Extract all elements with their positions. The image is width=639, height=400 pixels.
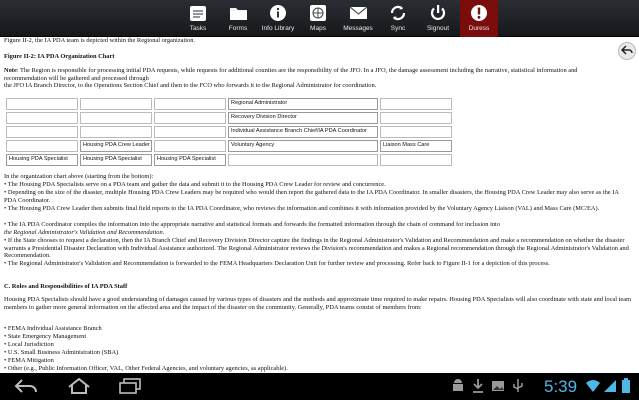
org-cell: Recovery Division Director xyxy=(228,112,378,124)
back-icon[interactable] xyxy=(14,378,40,399)
bullet-item: • The Regional Administrator's Validation and Recommendation is forwarded to the FEMA Headquarters Declaration Unit for further review and processing. Refer back to Figure II-1 for a depiction of this process. xyxy=(4,260,550,267)
org-cell-empty xyxy=(80,98,152,110)
globe-icon xyxy=(307,3,329,23)
back-arrow-icon xyxy=(621,45,633,58)
info-icon xyxy=(267,3,289,23)
bullet-item: • The Housing PDA Specialists serve on a PDA team and gather the data and submit it to the Housing PDA Crew Leader for review and concurrence. xyxy=(4,181,386,188)
nav-label: Info Library xyxy=(261,25,295,32)
org-cell-empty xyxy=(228,154,378,166)
org-cell-empty xyxy=(6,98,78,110)
org-cell: Housing PDA Specialist xyxy=(6,154,78,166)
bullet-item: • If the State chooses to request a declaration, then the IA Branch Chief and Recovery Division Director capture the findings in the Regional Administrator's Validation and Recommendation and make a recommendation on whether the disaster warrants a Presidential Disaster Declaration with Individual Assistance authorized. The Regional Administrator reviews the Division's recommendation and makes a Regional recommendation through the Regional Administrator's Validation and Recommendation. xyxy=(4,237,629,260)
org-cell-empty xyxy=(154,126,226,138)
download-icon xyxy=(471,378,485,399)
org-row xyxy=(6,98,452,110)
nav-label: Forms xyxy=(228,25,248,32)
note-label: Note xyxy=(4,67,17,74)
envelope-icon xyxy=(347,3,369,23)
org-row xyxy=(6,140,452,152)
nav-label: Tasks xyxy=(189,25,207,32)
battery-icon xyxy=(621,378,631,399)
bullet-item: • The IA PDA Coordinator compiles the information into the appropriate narrative and statistical formats and forwards the formatted information through the chain of command for inclusion into xyxy=(4,221,501,228)
org-cell-empty xyxy=(380,126,452,138)
chart-intro: In the organization chart above (starting from the bottom): xyxy=(4,173,154,180)
intro-line: Figure II-2, the IA PDA team is depicted within the Regional organization. xyxy=(4,37,196,44)
app-toolbar xyxy=(0,0,639,37)
note-paragraph xyxy=(4,67,619,82)
org-cell: Housing PDA Specialist xyxy=(80,154,152,166)
org-cell: Housing PDA Specialist xyxy=(154,154,226,166)
org-cell: Individual Assistance Branch Chief/IA PDA Coordinator xyxy=(228,126,378,138)
bullet-item: • The Housing PDA Crew Leader then submits final field reports to the IA PDA Coordinator, who reviews the information and combines it with information provided by the Voluntary Agency Liaison (VAL) and Mass Care (MC/EA). xyxy=(4,205,600,212)
nav-messages[interactable] xyxy=(340,0,376,37)
org-cell-empty xyxy=(6,126,78,138)
nav-forms[interactable] xyxy=(220,0,256,37)
org-cell: Voluntary Agency xyxy=(228,140,378,152)
nav-info-library[interactable] xyxy=(260,0,296,37)
org-row xyxy=(6,126,452,138)
list-item: • FEMA Mitigation xyxy=(4,357,54,364)
org-cell-empty xyxy=(6,112,78,124)
org-cell: Housing PDA Crew Leader xyxy=(80,140,152,152)
image-icon xyxy=(491,378,505,399)
power-icon xyxy=(427,3,449,23)
home-icon[interactable] xyxy=(66,378,92,399)
signal-icon xyxy=(603,378,617,399)
alert-icon xyxy=(468,3,490,23)
list-item: • State Emergency Management xyxy=(4,333,87,340)
tasks-icon xyxy=(187,3,209,23)
nav-label: Duress xyxy=(468,25,490,32)
section-heading: C. Roles and Responsibilities of IA PDA Staff xyxy=(4,283,128,290)
nav-label: Signout xyxy=(426,25,450,32)
sync-icon xyxy=(387,3,409,23)
org-cell-empty xyxy=(380,98,452,110)
back-button[interactable] xyxy=(618,42,636,60)
org-cell-empty xyxy=(154,140,226,152)
folder-icon xyxy=(227,3,249,23)
org-cell-empty xyxy=(6,140,78,152)
org-row xyxy=(6,112,452,124)
bullet-item: the Regional Administrator's Validation and Recommendation. xyxy=(4,229,165,236)
recent-apps-icon[interactable] xyxy=(118,378,142,399)
wifi-icon xyxy=(585,378,601,399)
note-text: : The Region is responsible for processing initial PDA requests, while requests for additional counties are the responsibility of the JFO. In a JFO, the damage assessment including the narrative, statistical information and recommendation will be gathered and processed through xyxy=(4,67,578,82)
list-item: • FEMA Individual Assistance Branch xyxy=(4,325,102,332)
note-line: the JFO IA Branch Director, to the Operations Section Chief and then to the FCO who forwards it to the Regional Administrator for coordination. xyxy=(4,82,377,89)
figure-title: Figure II-2: IA PDA Organization Chart xyxy=(4,53,115,60)
clock: 5:39 xyxy=(544,377,578,396)
org-cell-empty xyxy=(380,154,452,166)
android-icon xyxy=(451,378,465,399)
nav-tasks[interactable] xyxy=(180,0,216,37)
org-row xyxy=(6,154,452,166)
list-item: • U.S. Small Business Administration (SBA) xyxy=(4,349,119,356)
system-bar xyxy=(0,373,639,400)
nav-sync[interactable] xyxy=(380,0,416,37)
org-cell-empty xyxy=(154,112,226,124)
main-nav xyxy=(180,0,502,37)
nav-maps[interactable] xyxy=(300,0,336,37)
org-cell: Regional Administrator xyxy=(228,98,378,110)
org-cell-empty xyxy=(154,98,226,110)
nav-signout[interactable] xyxy=(420,0,456,37)
org-cell-empty xyxy=(80,112,152,124)
nav-label: Messages xyxy=(343,25,373,32)
org-cell-empty xyxy=(380,112,452,124)
document-view[interactable] xyxy=(0,37,639,373)
org-chart-table xyxy=(4,96,454,168)
list-item: • Local Jurisdiction xyxy=(4,341,54,348)
org-cell-empty xyxy=(80,126,152,138)
list-item: • Other (e.g., Public Information Officer, VAL, Other Federal Agencies, and voluntary agencies, as applicable). xyxy=(4,365,288,372)
usb-icon xyxy=(511,378,525,399)
bullet-item: • Depending on the size of the disaster, multiple Housing PDA Crew Leaders may be required who would then report the gathered data to the IA PDA Coordinator. In smaller disasters, the Housing PDA Crew Leader may also serve as the IA PDA Coordinator. xyxy=(4,189,619,204)
nav-label: Sync xyxy=(390,25,406,32)
nav-duress[interactable] xyxy=(460,0,498,37)
nav-label: Maps xyxy=(310,25,326,32)
org-cell: Liaison Mass Care xyxy=(380,140,452,152)
section-paragraph: Housing PDA Specialists should have a good understanding of damages caused by various types of disasters and the methods and approximate time required to make repairs. Housing PDA Specialists will also coordinate with state and local team members to gather more general information on the affected area and the impact of the disaster on the community. Generally, PDA teams consist of members from: xyxy=(4,296,632,311)
